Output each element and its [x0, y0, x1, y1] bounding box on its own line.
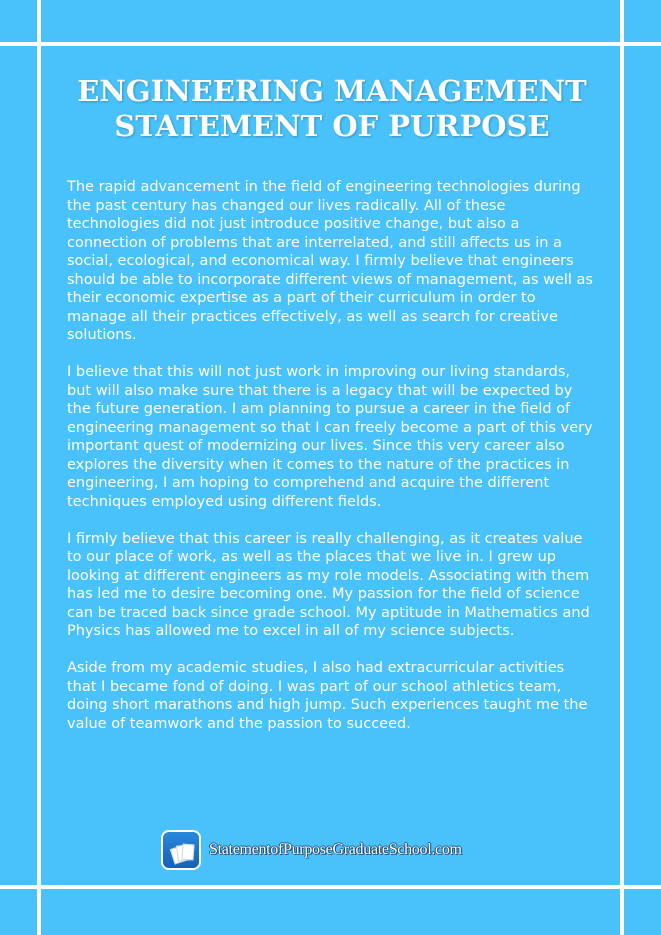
- document-content: [67, 74, 597, 752]
- page-title: [67, 74, 597, 144]
- paragraph-3: I firmly believe that this career is really challenging, as it creates value to our place of work, as well as the places that we live in. I grew up looking at different engineers as my role models. Associating with them has led me to desire becoming one. My passion for the field of science can be traced back since grade school. My aptitude in Mathematics and Physics has allowed me to excel in all of my science subjects.: [67, 530, 590, 639]
- paragraph-1: The rapid advancement in the field of engineering technologies during the past century has changed our lives radically. All of these technologies did not just introduce positive change, but also a connection of problems that are interrelated, and still affects us in a social, ecological, and economical way. I firmly believe that engineers should be able to incorporate different views of management, as well as their economic expertise as a part of their curriculum in order to manage all their practices effectively, as well as search for creative solutions.: [67, 179, 593, 343]
- site-logo: [161, 828, 462, 871]
- page-title-line-2: STATEMENT OF PURPOSE: [114, 109, 550, 143]
- frame-line-bottom: [0, 885, 661, 889]
- paragraph-4: Aside from my academic studies, I also had extracurricular activities that I became fond of doing. I was part of our school athletics team, doing short marathons and high jump. Such experiences taught me the value of teamwork and the passion to succeed.: [67, 660, 588, 732]
- frame-line-right: [620, 0, 624, 935]
- paragraph-2: I believe that this will not just work in improving our living standards, but will also make sure that there is a legacy that will be expected by the future generation. I am planning to pursue a career in the field of engineering management so that I can freely become a part of this very important quest of modernizing our lives. Since this very career also explores the diversity when it comes to the nature of the practices in engineering, I am hoping to comprehend and acquire the different techniques employed using different fields.: [67, 364, 593, 510]
- site-name: StatementofPurposeGraduateSchool.com: [209, 840, 462, 858]
- frame-line-left: [37, 0, 41, 935]
- document-pages-icon: [161, 830, 201, 870]
- frame-line-top: [0, 42, 661, 46]
- statement-body: [67, 178, 597, 733]
- page-title-line-1: ENGINEERING MANAGEMENT: [77, 74, 587, 108]
